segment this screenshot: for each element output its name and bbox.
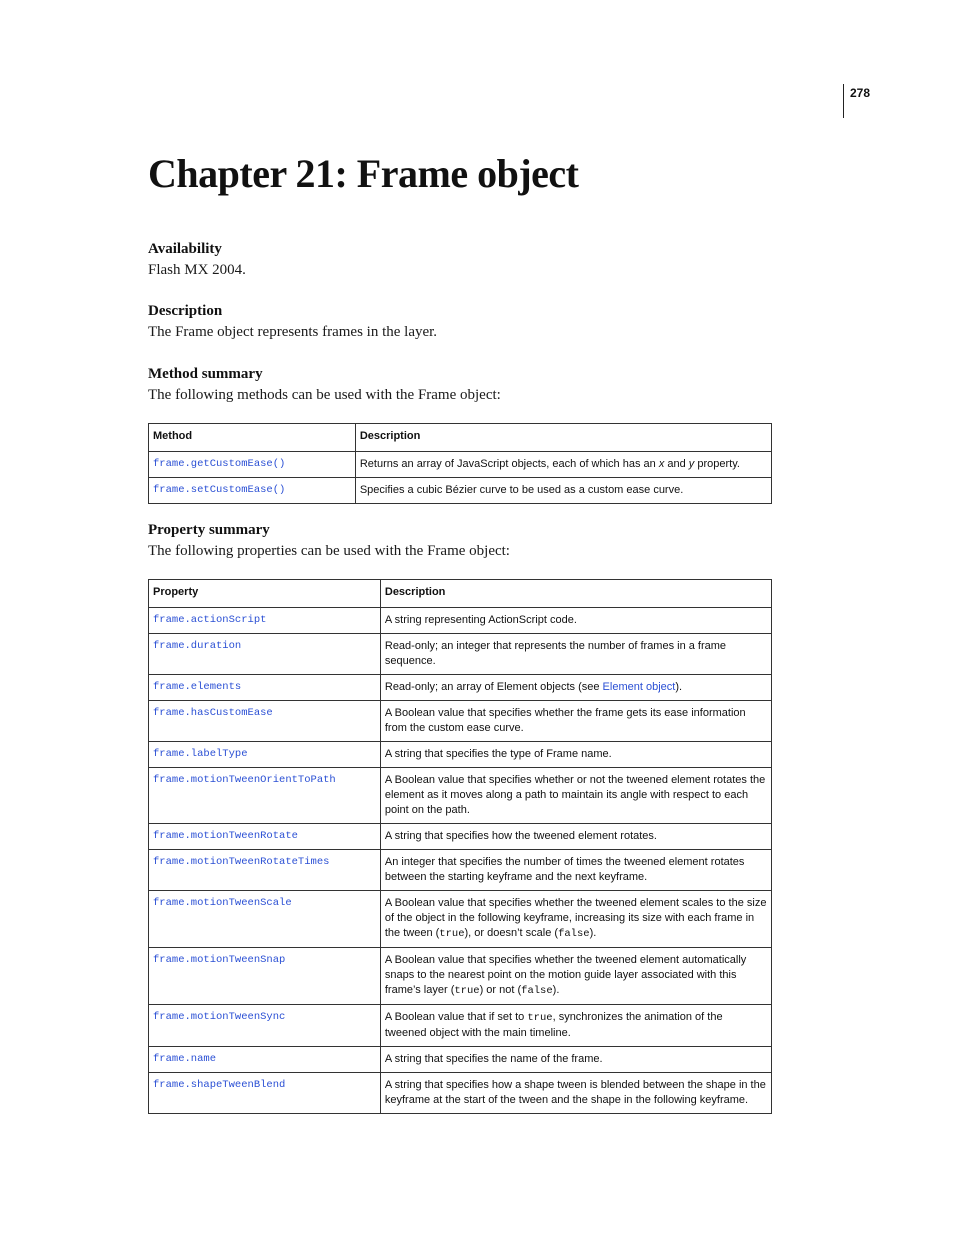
property-link[interactable]: frame.labelType	[149, 742, 381, 768]
column-header-description: Description	[355, 424, 771, 452]
property-summary-intro: The following properties can be used with the Frame object:	[148, 543, 510, 559]
method-summary-intro: The following methods can be used with the Frame object:	[148, 387, 501, 403]
column-header-description: Description	[380, 580, 771, 608]
table-row	[149, 742, 772, 768]
chapter-title: Chapter 21: Frame object	[148, 151, 579, 196]
property-description: Read-only; an array of Element objects (see Element object).	[380, 675, 771, 701]
table-row	[149, 768, 772, 824]
method-summary-heading: Method summary	[148, 366, 263, 382]
property-description: A string that specifies how a shape tween is blended between the shape in the keyframe at the start of the tween and the shape in the following keyframe.	[380, 1073, 771, 1114]
property-description: A string that specifies the type of Frame name.	[380, 742, 771, 768]
method-description: Specifies a cubic Bézier curve to be used as a custom ease curve.	[355, 478, 771, 504]
table-row	[149, 891, 772, 948]
property-link[interactable]: frame.duration	[149, 634, 381, 675]
property-link[interactable]: frame.motionTweenSync	[149, 1005, 381, 1047]
property-link[interactable]: frame.motionTweenSnap	[149, 948, 381, 1005]
table-row	[149, 1005, 772, 1047]
table-row	[149, 824, 772, 850]
table-row	[149, 850, 772, 891]
table-row	[149, 948, 772, 1005]
property-description: Read-only; an integer that represents the number of frames in a frame sequence.	[380, 634, 771, 675]
property-link[interactable]: frame.motionTweenOrientToPath	[149, 768, 381, 824]
property-table	[148, 579, 772, 1114]
column-header-method: Method	[149, 424, 356, 452]
availability-text: Flash MX 2004.	[148, 262, 246, 278]
property-link[interactable]: frame.elements	[149, 675, 381, 701]
property-description: A Boolean value that specifies whether the tweened element automatically snaps to the nearest point on the motion guide layer associated with this frame’s layer (true) or not (false).	[380, 948, 771, 1005]
element-object-link[interactable]: Element object	[602, 681, 676, 693]
property-description: A Boolean value that specifies whether or not the tweened element rotates the element as it moves along a path to maintain its angle with respect to each point on the path.	[380, 768, 771, 824]
method-description: Returns an array of JavaScript objects, each of which has an x and y property.	[355, 452, 771, 478]
availability-heading: Availability	[148, 241, 222, 257]
description-text: The Frame object represents frames in the layer.	[148, 324, 438, 340]
page-number-rule	[843, 84, 844, 118]
table-row	[149, 1073, 772, 1114]
method-table	[148, 423, 772, 504]
property-description: A Boolean value that specifies whether the frame gets its ease information from the custom ease curve.	[380, 701, 771, 742]
table-row	[149, 452, 772, 478]
property-link[interactable]: frame.motionTweenRotate	[149, 824, 381, 850]
property-description: A Boolean value that specifies whether the tweened element scales to the size of the object in the following keyframe, increasing its size with each frame in the tween (true), or doesn’t scale (false).	[380, 891, 771, 948]
property-link[interactable]: frame.actionScript	[149, 608, 381, 634]
property-description: An integer that specifies the number of times the tweened element rotates between the starting keyframe and the next keyframe.	[380, 850, 771, 891]
property-description: A string that specifies how the tweened element rotates.	[380, 824, 771, 850]
table-row	[149, 675, 772, 701]
property-description: A string that specifies the name of the frame.	[380, 1047, 771, 1073]
description-heading: Description	[148, 303, 223, 319]
property-link[interactable]: frame.motionTweenRotateTimes	[149, 850, 381, 891]
table-row	[149, 701, 772, 742]
table-header-row	[149, 580, 772, 608]
table-row	[149, 634, 772, 675]
table-row	[149, 608, 772, 634]
table-row	[149, 478, 772, 504]
property-description: A string representing ActionScript code.	[380, 608, 771, 634]
property-description: A Boolean value that if set to true, synchronizes the animation of the tweened object with the main timeline.	[380, 1005, 771, 1047]
page-number: 278	[850, 86, 871, 100]
method-link[interactable]: frame.getCustomEase()	[149, 452, 356, 478]
property-link[interactable]: frame.hasCustomEase	[149, 701, 381, 742]
property-link[interactable]: frame.name	[149, 1047, 381, 1073]
table-row	[149, 1047, 772, 1073]
property-link[interactable]: frame.motionTweenScale	[149, 891, 381, 948]
property-summary-heading: Property summary	[148, 522, 270, 538]
column-header-property: Property	[149, 580, 381, 608]
property-link[interactable]: frame.shapeTweenBlend	[149, 1073, 381, 1114]
method-link[interactable]: frame.setCustomEase()	[149, 478, 356, 504]
table-header-row	[149, 424, 772, 452]
